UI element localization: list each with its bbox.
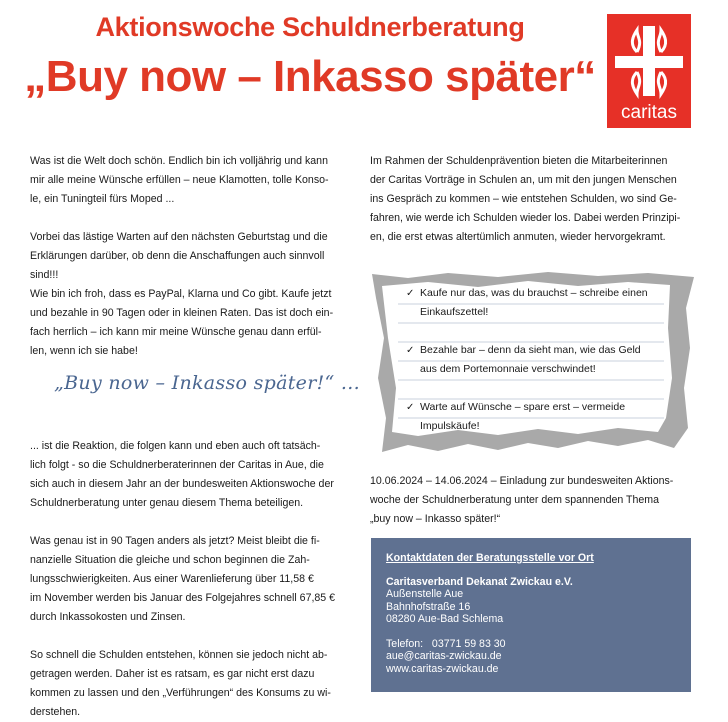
left-column (30, 152, 352, 722)
caritas-logo (607, 14, 691, 128)
text-line: nanzielle Situation die gleiche und schon beginnen die Zah- (30, 554, 310, 566)
checkmark-icon: ✓ (406, 288, 415, 299)
text-line: im November werden bis Januar des Folgejahres schnell 67,85 € (30, 592, 336, 604)
text-line: Schuldnerberatung unter genau diesem Thema beteiligen. (30, 497, 304, 509)
tip-line: aus dem Portemonnaie verschwindet! (420, 363, 596, 375)
text-line: lich folgt - so die Schuldnerberaterinnen der Caritas in Aue, die (30, 459, 324, 471)
text-line: „buy now – Inkasso später!“ (370, 513, 501, 525)
tip-line: Impulskäufe! (420, 420, 480, 432)
list-item (406, 284, 676, 322)
headline-title: „Buy now – Inkasso später“ (24, 52, 596, 101)
contact-street: Bahnhofstraße 16 (386, 600, 471, 613)
tip-line: Warte auf Wünsche – spare erst – vermeide (420, 401, 626, 413)
right-column (370, 152, 690, 247)
list-item (406, 398, 676, 436)
logo-wordmark: caritas (621, 102, 677, 123)
text-line: lungsschwierigkeiten. Aus einer Warenlieferung über 11,58 € (30, 573, 314, 585)
text-line: mir alle meine Wünsche erfüllen – neue Klamotten, tolle Konso- (30, 174, 329, 186)
list-item (406, 341, 676, 379)
text-line: ... ist die Reaktion, die folgen kann und eben auch oft tatsäch- (30, 440, 321, 452)
text-line: en, die erst etwas altertümlich anmuten, wieder hervorgekramt. (370, 231, 666, 243)
text-line: Erklärungen darüber, ob denn die Anschaffungen auch sinnvoll (30, 250, 325, 262)
text-line: ins Gespräch zu kommen – wie entstehen Schulden, wo sind Ge- (370, 193, 677, 205)
checkmark-icon: ✓ (406, 345, 415, 356)
text-line: le, ein Tuningteil fürs Moped ... (30, 193, 175, 205)
flame-cross-icon (607, 14, 691, 104)
headline-kicker: Aktionswoche Schuldnerberatung (95, 12, 525, 42)
contact-branch: Außenstelle Aue (386, 588, 464, 600)
text-line: und bezahle in 90 Tagen oder in kleinen Raten. Das ist doch ein- (30, 307, 334, 319)
contact-organization: Caritasverband Dekanat Zwickau e.V. (386, 575, 573, 588)
checkmark-icon: ✓ (406, 402, 415, 413)
paragraph-reaction (30, 437, 352, 513)
tip-line: Einkaufszettel! (420, 306, 489, 318)
text-line: Wie bin ich froh, dass es PayPal, Klarna und Co gibt. Kaufe jetzt (30, 288, 332, 300)
pull-quote: „Buy now – Inkasso später!“ ... (54, 372, 360, 394)
tips-list (406, 284, 676, 455)
text-line: durch Inkassokosten und Zinsen. (30, 611, 186, 623)
text-line: fach herrlich – ich kann mir meine Wünsche genau dann erfül- (30, 326, 322, 338)
tip-line: Kaufe nur das, was du brauchst – schreibe einen (420, 287, 648, 299)
text-line: So schnell die Schulden entstehen, können sie jedoch nicht ab- (30, 649, 328, 661)
event-announcement (370, 472, 690, 529)
text-line: kommen zu lassen und den „Verführungen“ des Konsums zu wi- (30, 687, 331, 699)
contact-email[interactable]: aue@caritas-zwickau.de (386, 650, 502, 662)
contact-website[interactable]: www.caritas-zwickau.de (386, 662, 499, 675)
text-line: Im Rahmen der Schuldenprävention bieten die Mitarbeiterinnen (370, 155, 668, 167)
text-line: sind!!! (30, 269, 59, 281)
contact-city: 08280 Aue-Bad Schlema (386, 613, 504, 625)
text-line: Vorbei das lästige Warten auf den nächsten Geburtstag und die (30, 231, 328, 243)
paragraph-waiting (30, 228, 352, 361)
text-line: Was genau ist in 90 Tagen anders als jetzt? Meist bleibt die fi- (30, 535, 320, 547)
text-line: 10.06.2024 – 14.06.2024 – Einladung zur bundesweiten Aktions- (370, 475, 674, 487)
paragraph-90-days (30, 532, 352, 627)
text-line: woche der Schuldnerberatung unter dem spannenden Thema (370, 494, 659, 506)
contact-phone: Telefon: 03771 59 83 30 (386, 637, 506, 650)
text-line: der Caritas Vorträge in Schulen an, um mit den jungen Menschen (370, 174, 677, 186)
text-line: derstehen. (30, 706, 81, 718)
text-line: Was ist die Welt doch schön. Endlich bin ich volljährig und kann (30, 155, 328, 167)
paragraph-intro (30, 152, 352, 209)
paragraph-prevention (370, 152, 690, 247)
text-line: len, wenn ich sie habe! (30, 345, 138, 357)
paragraph-conclusion (30, 646, 352, 722)
tip-line: Bezahle bar – denn da sieht man, wie das Geld (420, 344, 641, 356)
contact-heading: Kontaktdaten der Beratungsstelle vor Ort (386, 552, 594, 564)
contact-box (371, 538, 691, 692)
text-line: fahren, wie werde ich Schulden wieder los. Dabei werden Prinzipi- (370, 212, 681, 224)
text-line: sich auch in diesem Jahr an der bundesweiten Aktionswoche der (30, 478, 334, 490)
text-line: getragen werden. Daher ist es ratsam, es gar nicht erst dazu (30, 668, 315, 680)
